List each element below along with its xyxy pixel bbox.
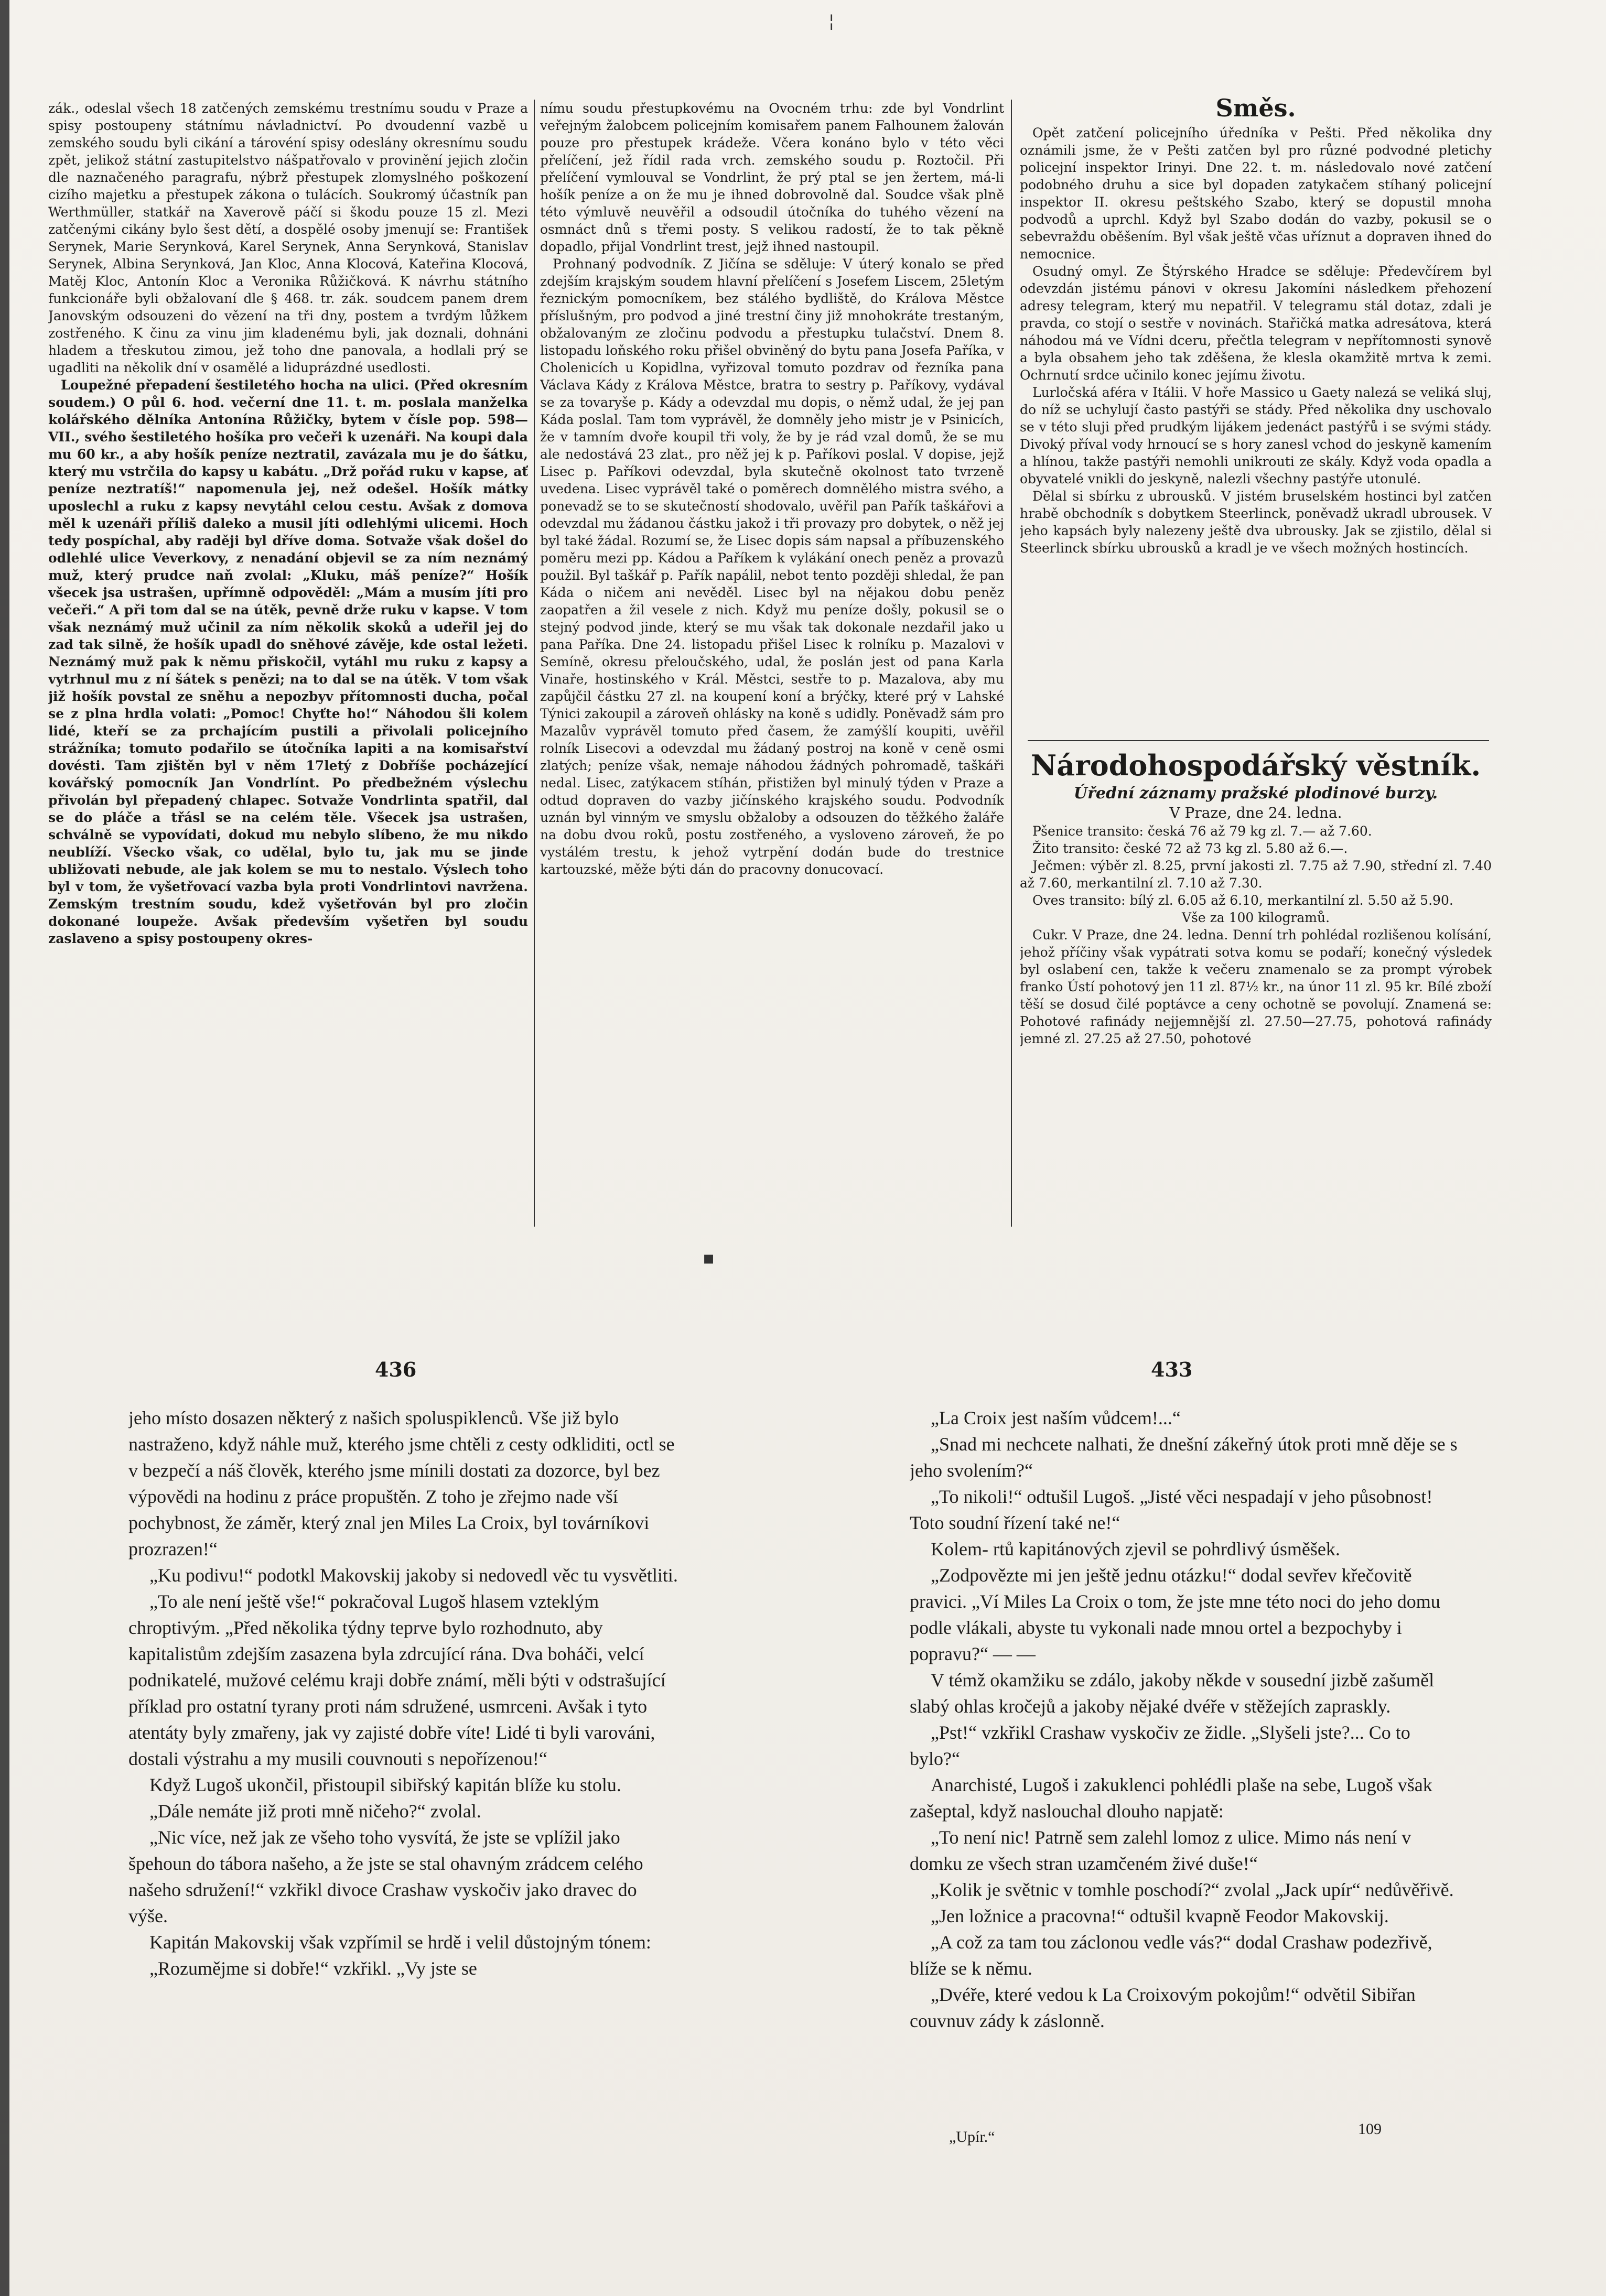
book-paragraph: Anarchisté, Lugoš i zakuklenci pohlédli plaše na sebe, Lugoš však zašeptal, když naslouchal dlouho napjatě: xyxy=(910,1774,1432,1822)
news-item: Osudný omyl. Ze Štýrského Hradce se sděluje: Předevčírem byl odevzdán jistému pánovi v okresu Jakomíni následkem přehození adresy telegram, který mu nepatřil. V telegramu stál dotaz, zdali je pravda, co stojí o sestře v novinách. Stařičká matka adresátova, která náhodou má ve Vídni dceru, přečtla telegram v nepřítomnosti synově a byla obsahem jeho tak zděšena, že klesla okamžitě mrtva k zemi. Ochrnutí srdce učinilo konec jejímu životu. xyxy=(1020,264,1492,383)
book-paragraph: „Ku podivu!“ podotkl Makovskij jakoby si nedovedl věc tu vysvětliti. xyxy=(149,1565,678,1586)
book-paragraph: „Zodpovězte mi jen ještě jednu otázku!“ dodal sevřev křečovitě pravici. „Ví Miles La Croix o tom, že jste mne této noci do jeho domu podle vlákali, abyste tu vykonali nade mnou ortel a bezpochyby i popravu?“ — — xyxy=(910,1565,1440,1664)
book-paragraph: jeho místo dosazen některý z našich spoluspiklenců. Vše již bylo nastraženo, když náhle muž, kterého jsme chtěli z cesty odkliditi, octl se v bezpečí a náš člověk, kterého jsme mínili dostati za dozorce, byl bez výpovědi na hodinu z práce propuštěn. Z toho je zřejmo nade vší pochybnost, že záměr, který znal jen Miles La Croix, byl továrníkovi prozrazen!“ xyxy=(128,1407,675,1559)
center-mark: ▪ xyxy=(703,1248,715,1269)
price-item: Oves transito: bílý zl. 6.05 až 6.10, merkantilní zl. 5.50 až 5.90. xyxy=(1032,893,1453,908)
news-item: Dělal si sbírku z ubrousků. V jistém bruselském hostinci byl zatčen hrabě obchodník s dobytkem Steerlinck, poněvadž ukradl ubrousek. V jeho kapsách byly nalezeny ještě dva ubrousky. Jak se zjistilo, dělal si Steerlinck sbírku ubrousků a kradl je ve všech možných hostincích. xyxy=(1020,489,1492,556)
signature-number: 109 xyxy=(1358,2120,1382,2138)
book-paragraph: V témž okamžiku se zdálo, jakoby někde v sousední jizbě zašuměl slabý ohlas kročejů a jakoby nějaké dvéře v stěžejích zapraskly. xyxy=(910,1670,1435,1717)
left-page-number: 436 xyxy=(375,1358,417,1381)
right-page-number: 433 xyxy=(1151,1358,1193,1381)
economy-section xyxy=(1020,747,1492,1240)
book-paragraph: Když Lugoš ukončil, přistoupil sibiřský kapitán blíže ku stolu. xyxy=(149,1774,621,1795)
news-item: Opět zatčení policejního úředníka v Pešti. Před několika dny oznámili jsme, že v Pešti zatčen byl pro různé podvodné pletichy policejní inspektor Irinyi. Dne 22. t. m. následovalo nové zatčení podobného druhu a sice byl dopaden zatykačem stíhaný policejní inspektor II. okresu peštského Szabo, který se dopustil mnoha podvodů a uprchl. Když byl Szabo dodán do vazby, pokusil se o sebevraždu oběšením. Byl však ještě včas uříznut a dopraven ihned do nemocnice. xyxy=(1020,125,1492,262)
price-item: Ječmen: výběr zl. 8.25, první jakosti zl. 7.75 až 7.90, střední zl. 7.40 až 7.60, merkantilní zl. 7.10 až 7.30. xyxy=(1020,858,1492,891)
running-footer-title: „Upír.“ xyxy=(949,2128,995,2146)
book-paragraph: „Nic více, než jak ze všeho toho vysvítá, že jste se vplížil jako špehoun do tábora našeho, a že jste se stal ohavným zrádcem celého našeho sdružení!“ vzkřikl divoce Crashaw vyskočiv jako dravec do výše. xyxy=(128,1827,643,1926)
book-paragraph: „Dvéře, které vedou k La Croixovým pokojům!“ odvětil Sibiřan couvnuv zády k záslonně. xyxy=(910,1984,1416,2031)
book-paragraph: „To není nic! Patrně sem zalehl lomoz z ulice. Mimo nás není v domku ze všech stran uzamčeném živé duše!“ xyxy=(910,1827,1411,1874)
scan-edge xyxy=(0,0,9,2296)
price-unit-note: Vše za 100 kilogramů. xyxy=(1181,910,1330,925)
economy-dateline: V Praze, dne 24. ledna. xyxy=(1169,804,1342,821)
column-divider xyxy=(1011,100,1012,1227)
book-paragraph: „Pst!“ vzkřikl Crashaw vyskočiv ze židle. „Slyšeli jste?... Co to bylo?“ xyxy=(910,1722,1410,1769)
news-column-1 xyxy=(48,100,528,1237)
book-paragraph: „Jen ložnice a pracovna!“ odtušil kvapně Feodor Makovskij. xyxy=(931,1905,1389,1926)
section-masthead: Směs. xyxy=(1215,94,1296,122)
news-paragraph: nímu soudu přestupkovému na Ovocném trhu: zde byl Vondrlint veřejným žalobcem policejním komisařem panem Falhounem žalován pouze pro přestupek krádeže. Včera konáno bylo v této věci přelíčení, jež řídil rada vrch. zemského soudu p. Roztočil. Při přelíčení vymlouval se Vondrlint, že prý ptal se jen žertem, má-li hošík peníze a on že mu je ihned dobrovolně dal. Soudce však plně této výmluvě neuvěřil a odsoudil útočníka do tuhého vězení na osmnáct dnů s třemi posty. S velikou radostí, že to tak pěkně dopadlo, přijal Vondrlint trest, jejž ihned nastoupil. xyxy=(540,101,1004,254)
section-divider xyxy=(1028,740,1489,741)
book-paragraph: „A což za tam tou záclonou vedle vás?“ dodal Crashaw podezřivě, blíže se k němu. xyxy=(910,1932,1432,1979)
book-page-left xyxy=(128,1405,679,2128)
book-paragraph: Kolem- rtů kapitánových zjevil se pohrdlivý úsměšek. xyxy=(931,1539,1340,1559)
economy-subtitle: Úřední záznamy pražské plodinové burzy. xyxy=(1073,784,1438,803)
book-paragraph: „Snad mi nechcete nalhati, že dnešní zákeřný útok proti mně děje se s jeho svolením?“ xyxy=(910,1434,1458,1481)
column-divider xyxy=(534,100,535,1227)
book-paragraph: „To ale není ještě vše!“ pokračoval Lugoš hlasem vzteklým chroptivým. „Před několika týdny teprve bylo rozhodnuto, aby kapitalistům zdejším zasazena byla zdrcující rána. Dva boháči, velcí podnikatelé, mužové celému kraji dobře známí, měli býti v odstrašující příklad pro ostatní tyrany proti nám sdružené, usmrceni. Avšak i tyto atentáty byly zmařeny, jak vy zajisté dobře víte! Lidé ti byli varováni, dostali výstrahu a my musili couvnouti s nepořízenou!“ xyxy=(128,1591,666,1769)
book-paragraph: „Dále nemáte již proti mně ničeho?“ zvolal. xyxy=(149,1801,481,1822)
price-item: Žito transito: české 72 až 73 kg zl. 5.80 až 6.—. xyxy=(1032,841,1348,856)
news-article-fraud: Prohnaný podvodník. Z Jičína se sděluje: V úterý konalo se před zdejším krajským soudem hlavní přelíčení s Josefem Liscem, 25letým řeznickým pomocníkem, bez stálého bydliště, do Králova Městce příslušným, pro podvod a jiné trestní činy již mnohokráte trestaným, obžalovaným ze zločinu podvodu a přestupku tulačství. Dnem 8. listopadu loňského roku přišel obviněný do bytu pana Josefa Paříka, v Cholenicích u Kopidlna, vyřizoval tomuto pozdrav od řezníka pana Václava Kády z Králova Městce, bratra to sestry p. Paříkovy, vydával se za tovaryše p. Kády a odevzdal mu dopis, o němž udal, že jej pan Káda poslal. Tam tom vyprávěl, že domněly jeho mistr je v Psinicích, že v tamním dvoře koupil tři voly, že by je rád vzal domů, že se mu ale nedostává 23 zlat., pro něž jej k p. Paříkovi poslal. V dopise, jejž Lisec p. Paříkovi odevzdal, byla skutečně okolnost tato tvrzeně uvedena. Lisec vyprávěl také o poměrech domnělého mistra svého, a ponevadž se to se skutečností shodovalo, uvěřil pan Pařík taškářovi a odevzdal mu žádanou částku jakož i tři provazy pro dobytek, o něž jej byl také žádal. Rozumí se, že Lisec dopis sám napsal a příbuzenského poměru mezi pp. Kádou a Paříkem k vylákání onech peněz a provazů použil. Byl taškář p. Pařík napálil, nebot tento později shledal, že pan Káda o ničem ani nevěděl. Lisec byl na nějakou dobu peněz zaopatřen a žil vesele z nich. Když mu peníze došly, pokusil se o stejný podvod jinde, který se mu však tak dokonale nezdařil jako u pana Paříka. Dne 24. listopadu přišel Lisec k rolníku p. Mazalovi v Semíně, okresu přeloučského, udal, že poslán jest od pana Karla Vinaře, hostinského v Král. Městci, sestře to p. Mazalova, aby mu zapůjčil částku 27 zl. na koupení koní a brýčky, které prý v Lahské Týnici zakoupil a zároveň ohlásky na koně s udidly. Poněvadž sám pro Mazalův vyprávěl tomuto před časem, že zamýšlí koupiti, uvěřil rolník Lisecovi a odevzdal mu žádaný postroj na koně v ceně osmi zlatých; peníze však, nemaje náhodou žádných pohromadě, taškáři nedal. Lisec, zatýkacem stíhán, přistižen byl minulý týden v Praze a odtud dopraven do vazby jičínského krajského soudu. Podvodník uznán byl vinným ve smyslu obžaloby a odsouzen do těžkého žaláře na dobu dvou roků, postu zostřeného, a vysloveno zároveň, že po vystálém trestu, k jehož vytrpění dodán bude do trestnice kartouzské, měže býti dán do pracovny donucovací. xyxy=(540,256,1004,877)
sugar-report: Cukr. V Praze, dne 24. ledna. Denní trh pohlédal rozlišenou kolísání, jehož příčiny však vypátrati sotva komu se podaří; konečný výsledek byl oslabení cen, takže k večeru znamenalo se za prompt výrobek franko Ústí pohotový jen 11 zl. 87½ kr., na únor 11 zl. 95 kr. Bílé zboží těší se dosud čilé poptávce a ceny ochotně se povolují. Znamená se: Pohotové rafinády nejjemnější zl. 27.50—27.75, pohotová rafinády jemné zl. 27.25 až 27.50, pohotové xyxy=(1020,927,1492,1046)
news-item: Lurločská aféra v Itálii. V hoře Massico u Gaety nalezá se veliká sluj, do níž se uchylují často pastýři se stády. Před několika dny uschovalo se v této sluji před prudkým lijákem jedenáct pastýřů i se svými stády. Divoký příval vody hrnoucí se s hory zanesl vchod do jeskyně kamením a hlínou, takže pastýři nemohli unikrouti ze skály. Když voda opadla a obyvatelé vnikli do jeskyně, nalezli všechny pastýře utonulé. xyxy=(1020,385,1492,486)
economy-title: Národohospodářský věstník. xyxy=(1030,749,1481,782)
book-paragraph: „La Croix jest naším vůdcem!...“ xyxy=(931,1407,1181,1428)
book-page-right xyxy=(910,1405,1460,2118)
book-paragraph: „To nikoli!“ odtušil Lugoš. „Jisté věci nespadají v jeho působnost! Toto soudní řízení také ne!“ xyxy=(910,1486,1433,1533)
book-paragraph: Kapitán Makovskij však vzpřímil se hrdě i velil důstojným tónem: xyxy=(149,1932,651,1953)
book-paragraph: „Kolik je světnic v tomhle poschodí?“ zvolal „Jack upír“ nedůvěřivě. xyxy=(931,1879,1454,1900)
news-column-3 xyxy=(1020,92,1492,737)
news-column-2 xyxy=(540,100,1004,1237)
top-margin-mark: ¦ xyxy=(828,10,835,31)
news-paragraph: zák., odeslal všech 18 zatčených zemskému trestnímu soudu v Praze a spisy postoupeny státnímu návladnictví. Po dvoudenní vazbě u zemského soudu byli cikání a tárovéní spisy odeslány okresnímu soudu zpět, jelikož státní zastupitelstvo nášpatřovalo v provinění jejich zločin dle naznačeného paragrafu, nýbrž přestupek zlomyslného poškození cizího majetku a přestupek zákona o tulácích. Soukromý účastník pan Werthmüller, statkář na Xaverově páčí si škodu pouze 15 zl. Mezi zatčenými cikány bylo šest dětí, a dospělé osoby jmenují se: František Serynek, Marie Serynková, Karel Serynek, Anna Serynková, Stanislav Serynek, Albina Serynková, Jan Kloc, Anna Klocová, Kateřina Klocová, Matěj Kloc, Antonín Kloc a Veronika Růžičková. K návrhu státního funkcionáře byli obžalovaní dle § 468. tr. zák. soudcem panem drem Janovským odsouzeni do vězení na tři dny, postem a tvrdým lůžkem zostřeného. K činu za vinu jim kladenému byli, jak doznali, dohnáni hladem a třeskutou zimou, jež toho dne panovala, a hodlali prý se ugadliti na několik dní v osamělé a liduprázdné usedlosti. xyxy=(48,101,528,375)
book-paragraph: „Rozumějme si dobře!“ vzkřikl. „Vy jste se xyxy=(149,1958,477,1979)
price-item: Pšenice transito: česká 76 až 79 kg zl. 7.— až 7.60. xyxy=(1032,824,1372,839)
news-article-robbery: Loupežné přepadení šestiletého hocha na ulici. (Před okresním soudem.) O půl 6. hod. večerní dne 11. t. m. poslala manželka kolářského dělníka Antonína Růžičky, bytem v čísle pop. 598—VII., svého šestiletého hošíka pro večeři k uzenáři. Na koupi dala mu 60 kr., a aby hošík peníze neztratil, zavázala mu je do šátku, který mu vstrčila do kapsy u kabátu. „Drž pořád ruku v kapse, ať peníze neztratíš!“ napomenula jej, než odešel. Hošík mátky uposlechl a ruku z kapsy nevytáhl celou cestu. Avšak z domova měl k uzenáři příliš daleko a musil jíti odlehlými ulicemi. Hoch tedy pospíchal, aby raději byl dříve doma. Sotvaže však došel do odlehlé ulice Veverkovy, z nenadání objevil se za ním neznámý muž, který prudce naň zvolal: „Kluku, máš peníze?“ Hošík všecek jsa ustrašen, upřímně odpověděl: „Mám a musím jíti pro večeři.“ A při tom dal se na útěk, pevně drže ruku v kapse. V tom však neznámý muž učinil za ním několik skoků a udeřil jej do zad tak silně, že hošík upadl do sněhové závěje, kde ostal ležeti. Neznámý muž pak k němu přiskočil, vytáhl mu ruku z kapsy a vytrhnul mu z ní šátek s penězi; na to dal se na útěk. V tom však již hošík povstal ze sněhu a nepozbyv přítomnosti ducha, počal se z plna hrdla volati: „Pomoc! Chyťte ho!“ Náhodou šli kolem lidé, kteří se za prchajícím pustili a přivolali policejního strážníka; tomuto podařilo se útočníka lapiti a na komisařství dovésti. Tam zjištěn byl v něm 17letý z Dobříše pocházející kovářský pomocník Jan Vondrlínt. Po předbežném výslechu přivolán byl přepadený chlapec. Sotvaže Vondrlinta spatřil, dal se do pláče a třásl se na celém těle. Všecek jsa ustrašen, schválně se vypovídati, dokud mu nebylo slíbeno, že mu nikdo neublíží. Všecko však, co udělal, bylo tu, jak mu se jinde ubližovati nebude, ale jak kolem se mu to nestalo. Výslech toho byl v tom, že vyšetřovací vazba byla proti Vondrlintovi navržena. Zemským trestním soudu, kdež vyšetřován byl pro zločin dokonané loupeže. Avšak především vyšetřen byl soudu zaslaveno a spisy postoupeny okres- xyxy=(48,377,528,946)
